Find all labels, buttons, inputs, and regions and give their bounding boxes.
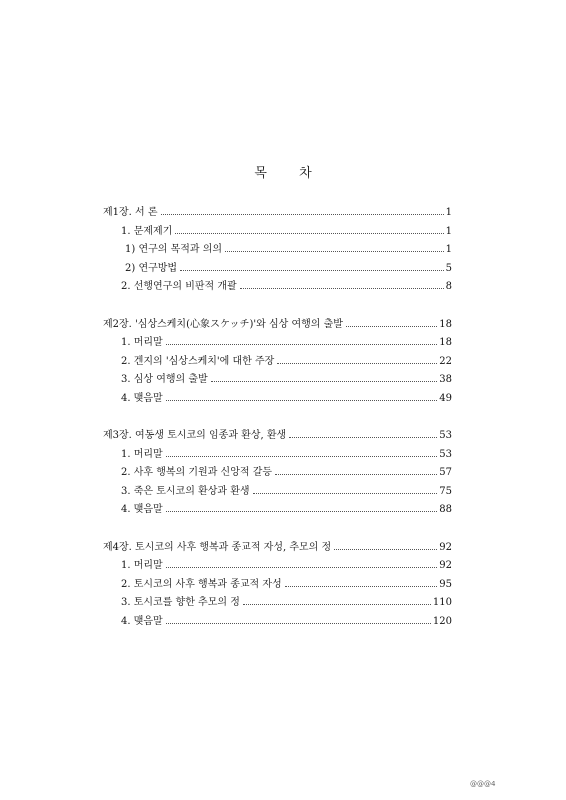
toc-entry[interactable]	[103, 334, 452, 353]
toc-entry-page-number: 95	[439, 578, 452, 590]
toc-entry-page-number: 75	[439, 485, 452, 497]
toc-entry[interactable]	[103, 539, 452, 558]
toc-entry-page-number: 18	[439, 337, 452, 348]
toc-entry[interactable]	[103, 594, 452, 613]
toc-entry-page-number: 5	[445, 262, 452, 274]
toc-entry-page-number: 120	[432, 615, 452, 627]
toc-entry-page-number: 88	[439, 504, 452, 515]
dot-leader	[285, 586, 438, 587]
dot-leader	[166, 623, 431, 624]
toc-entry[interactable]	[103, 427, 452, 446]
toc-entry-page-number: 1	[445, 207, 452, 218]
toc-entry[interactable]	[103, 613, 452, 632]
toc-entry[interactable]	[103, 576, 452, 595]
toc-entry[interactable]	[103, 501, 452, 520]
toc-entry-label: 2) 연구방법	[125, 262, 178, 274]
toc-entry-label: 3. 죽은 토시코의 환상과 환생	[121, 485, 250, 497]
toc-entry-label: 3. 심상 여행의 출발	[121, 374, 208, 385]
dot-leader	[240, 288, 444, 289]
dot-leader	[166, 511, 438, 512]
toc-entry-page-number: 8	[445, 281, 452, 292]
toc-entry-label: 4. 맺음말	[121, 615, 163, 627]
toc-entry-page-number: 49	[439, 392, 452, 404]
toc-entry-label: 1) 연구의 목적과 의의	[125, 244, 223, 255]
toc-entry[interactable]	[103, 204, 452, 223]
toc-entry[interactable]	[103, 353, 452, 372]
toc-entry-page-number: 110	[432, 597, 452, 608]
toc-section	[103, 427, 452, 520]
dot-leader	[211, 381, 438, 382]
toc-entry-label: 2. 토시코의 사후 행복과 종교적 자성	[121, 578, 282, 590]
toc-entry-label: 제3장. 여동생 토시코의 임종과 환상, 환생	[103, 430, 287, 441]
table-of-contents	[103, 204, 452, 650]
dot-leader	[161, 214, 444, 215]
toc-entry-page-number: 1	[445, 244, 452, 255]
toc-entry[interactable]	[103, 390, 452, 409]
toc-entry-label: 제2장. '심상스케치(心象スケッチ)'와 심상 여행의 출발	[103, 318, 343, 330]
toc-section	[103, 539, 452, 632]
dot-leader	[175, 233, 443, 234]
dot-leader	[166, 456, 438, 457]
toc-entry[interactable]	[103, 316, 452, 335]
toc-entry-page-number: 22	[439, 355, 452, 367]
dot-leader	[166, 400, 438, 401]
dot-leader	[334, 549, 437, 550]
toc-entry-label: 제1장. 서 론	[103, 207, 158, 218]
toc-entry-page-number: 18	[439, 318, 452, 330]
dot-leader	[225, 251, 444, 252]
toc-entry-label: 1. 머리말	[121, 560, 163, 571]
toc-entry-label: 1. 머리말	[121, 448, 163, 460]
toc-entry-page-number: 1	[445, 225, 452, 237]
toc-entry[interactable]	[103, 278, 452, 297]
toc-entry-label: 2. 선행연구의 비판적 개괄	[121, 281, 237, 292]
toc-entry-label: 4. 맺음말	[121, 504, 163, 515]
dot-leader	[166, 344, 438, 345]
toc-entry[interactable]	[103, 483, 452, 502]
toc-entry-page-number: 53	[439, 430, 452, 441]
dot-leader	[243, 604, 431, 605]
page-footer: @@@4	[470, 780, 496, 788]
toc-entry[interactable]	[103, 557, 452, 576]
toc-entry-page-number: 92	[439, 560, 452, 571]
dot-leader	[253, 493, 438, 494]
toc-entry-label: 1. 문제제기	[121, 225, 173, 237]
toc-section	[103, 316, 452, 409]
toc-entry-label: 1. 머리말	[121, 337, 163, 348]
dot-leader	[346, 326, 437, 327]
toc-entry[interactable]	[103, 260, 452, 279]
toc-entry[interactable]	[103, 464, 452, 483]
page-title: 목 차	[254, 166, 326, 181]
toc-entry-label: 제4장. 토시코의 사후 행복과 종교적 자성, 추모의 정	[103, 541, 332, 553]
toc-entry-label: 2. 겐지의 '심상스케치'에 대한 주장	[121, 355, 275, 367]
toc-entry-label: 2. 사후 행복의 기원과 신앙적 갈등	[121, 467, 273, 478]
dot-leader	[289, 437, 437, 438]
toc-entry[interactable]	[103, 241, 452, 260]
toc-entry-label: 4. 맺음말	[121, 392, 163, 404]
dot-leader	[180, 270, 444, 271]
toc-entry[interactable]	[103, 446, 452, 465]
toc-entry-page-number: 38	[439, 374, 452, 385]
toc-entry-page-number: 92	[439, 541, 452, 553]
toc-entry-page-number: 57	[439, 467, 452, 478]
toc-section	[103, 204, 452, 297]
toc-entry-page-number: 53	[439, 448, 452, 460]
toc-entry[interactable]	[103, 371, 452, 390]
toc-entry[interactable]	[103, 223, 452, 242]
dot-leader	[166, 567, 438, 568]
toc-entry-label: 3. 토시코를 향한 추모의 정	[121, 597, 240, 608]
dot-leader	[277, 363, 437, 364]
dot-leader	[275, 474, 437, 475]
